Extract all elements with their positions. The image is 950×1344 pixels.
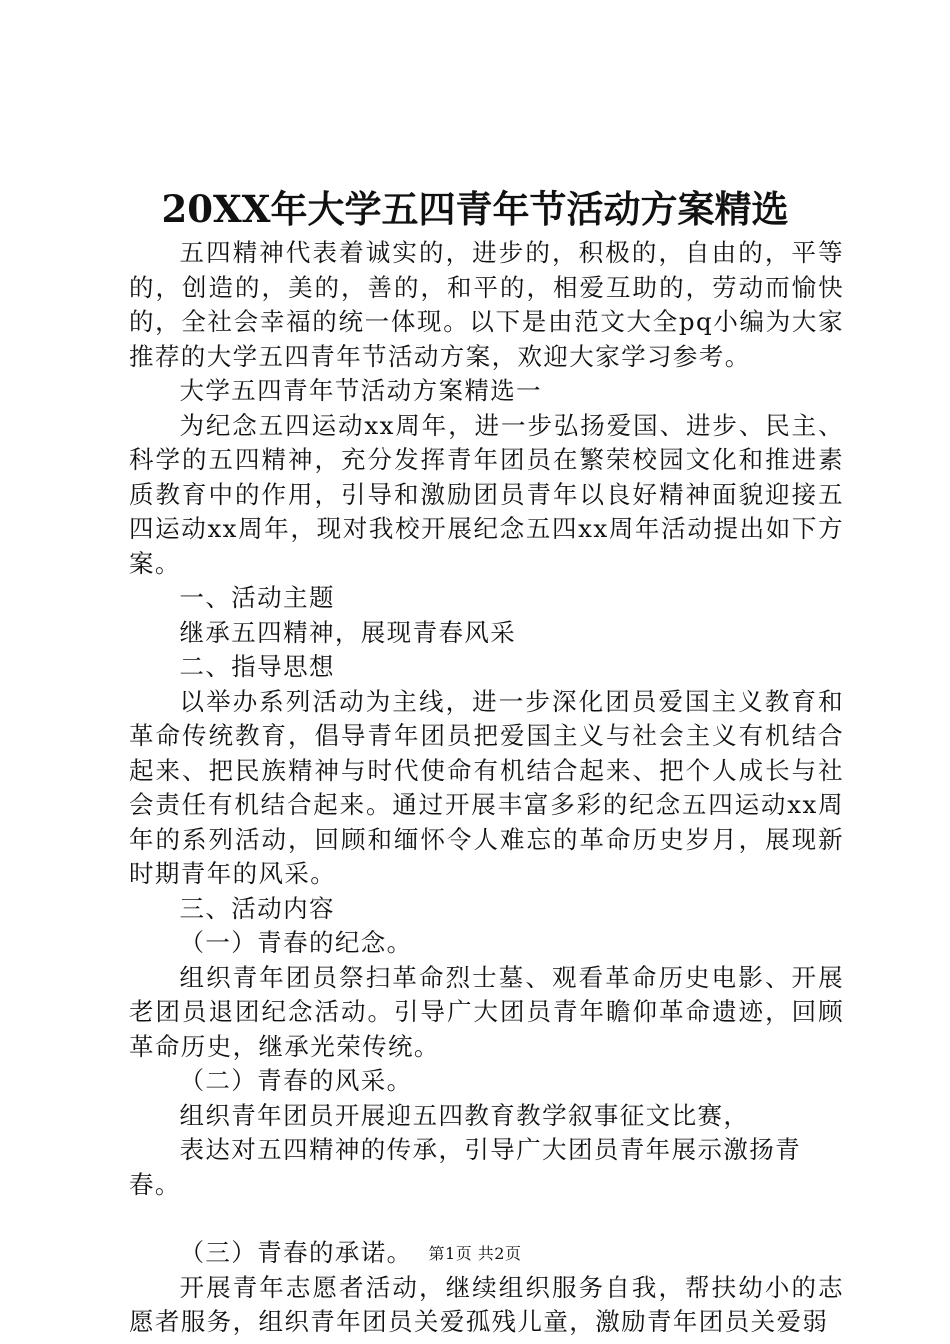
heading-activity-theme: 一、活动主题 — [179, 583, 335, 612]
youth-style-line-one: 组织青年团员开展迎五四教育教学叙事征文比赛， — [179, 1100, 750, 1130]
paragraph-spacer — [129, 1202, 844, 1236]
youth-memorial-paragraph: 组织青年团员祭扫革命烈士墓、观看革命历史电影、开展老团员退团纪念活动。引导广大团员青年瞻仰革命遗迹，回顾革命历史，继承光荣传统。 — [129, 962, 844, 1061]
youth-promise-paragraph: 开展青年志愿者活动，继续组织服务自我，帮扶幼小的志愿者服务，组织青年团员关爱孤残儿童，激励青年团员关爱弱 — [129, 1272, 844, 1336]
guiding-thought-paragraph: 以举办系列活动为主线，进一步深化团员爱国主义教育和革命传统教育，倡导青年团员把爱国主义与社会主义有机结合起来、把民族精神与时代使命有机结合起来、把个人成长与社会责任有机结合起来。通过开展丰富多彩的纪念五四运动xx周年的系列活动，回顾和缅怀令人难忘的革命历史岁月，展现新时期青年的风采。 — [129, 686, 844, 888]
page-footer: 第1页 共2页 — [428, 1244, 522, 1263]
activity-theme-text: 继承五四精神，展现青春风采 — [179, 617, 517, 647]
subheading-youth-memorial: （一）青春的纪念。 — [179, 928, 413, 957]
heading-activity-content: 三、活动内容 — [179, 893, 335, 923]
subheading-youth-promise: （三）青春的承诺。 — [179, 1238, 413, 1267]
heading-guiding-thought: 二、指导思想 — [179, 652, 335, 681]
document-title: 20XX年大学五四青年节活动方案精选 — [161, 187, 789, 231]
intro-paragraph: 五四精神代表着诚实的，进步的，积极的，自由的，平等的，创造的，美的，善的，和平的，相爱互助的，劳动而愉快的，全社会幸福的统一体现。以下是由范文大全pq小编为大家推荐的大学五四青年节活动方案，欢迎大家学习参考。 — [129, 238, 844, 371]
section-heading-plan-one: 大学五四青年节活动方案精选一 — [179, 376, 543, 405]
subheading-youth-style: （二）青春的风采。 — [179, 1066, 413, 1095]
youth-style-line-two: 表达对五四精神的传承，引导广大团员青年展示激扬青春。 — [129, 1135, 802, 1199]
document-body — [129, 236, 844, 1340]
plan-paragraph: 为纪念五四运动xx周年，进一步弘扬爱国、进步、民主、科学的五四精神，充分发挥青年团员在繁荣校园文化和推进素质教育中的作用，引导和激励团员青年以良好精神面貌迎接五四运动xx周年，现对我校开展纪念五四xx周年活动提出如下方案。 — [129, 410, 844, 578]
